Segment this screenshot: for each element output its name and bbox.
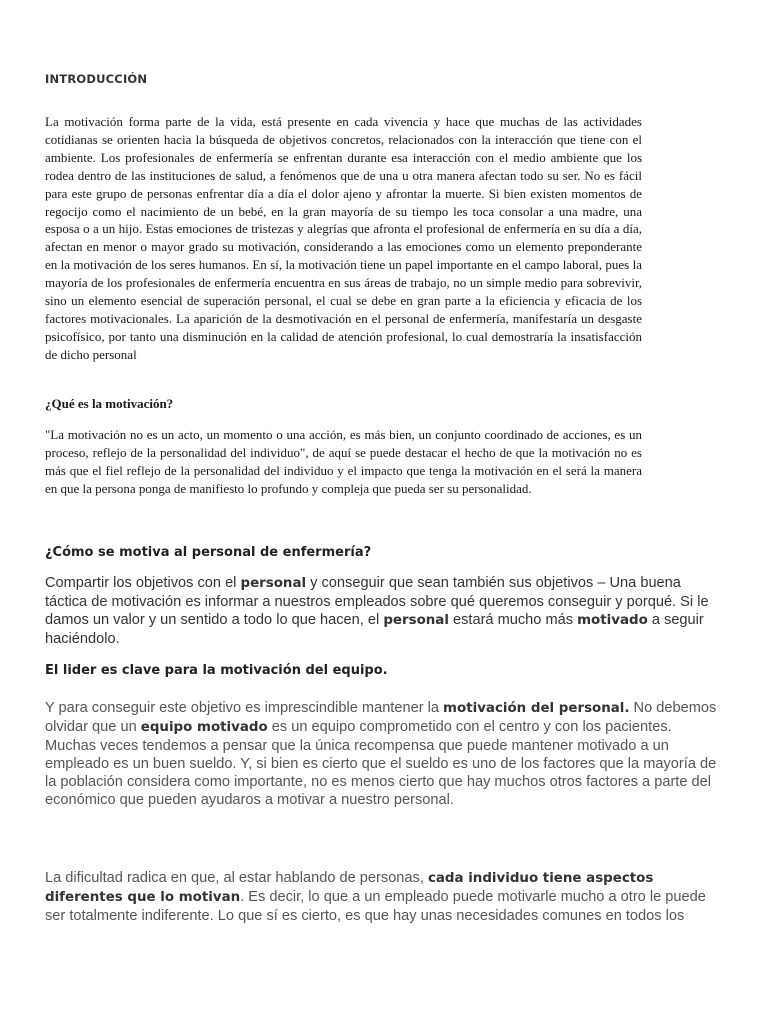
que-es-heading: ¿Qué es la motivación? [45,396,174,411]
text-run: a seguir haciéndolo. [45,612,704,647]
text-run: No debemos olvidar que un [45,700,717,735]
text-run: Compartir los objetivos con el [45,575,241,591]
text-run: es un equipo comprometido con el centro y con los pacientes. Muchas veces tendemos a pensar que la única recompensa que puede mantener motivado a un empleado es un buen sueldo. Y, si bien es cierto que el sueldo es uno de los factores que la mayoría de la población considera como importante, no es menos cierto que hay muchos otros factores a parte del económico que pueden ayudaros a motivar a nuestro personal. [45,719,717,808]
intro-heading: INTRODUCCIÓN [45,72,148,86]
como-heading: ¿Cómo se motiva al personal de enfermería? [45,545,372,560]
lider-paragraph [45,699,725,809]
como-paragraph [45,574,725,648]
que-es-paragraph: "La motivación no es un acto, un momento o una acción, es más bien, un conjunto coordinado de acciones, es un proceso, reflejo de la personalidad del individuo", de aquí se puede destacar el hecho de que la motivación no es más que el fiel reflejo de la personalidad del individuo y el impacto que tenga la motivación en el será la manera en que la persona ponga de manifiesto lo profundo y compleja que pueda ser su personalidad. [45,427,642,496]
bold-text: equipo motivado [140,720,268,735]
intro-paragraph: La motivación forma parte de la vida, está presente en cada vivencia y hace que muchas de las actividades cotidianas se orienten hacia la búsqueda de objetivos concretos, relacionados con la interacción que tiene con el ambiente. Los profesionales de enfermería se enfrentan durante esa interacción con el medio ambiente que los rodea dentro de las instituciones de salud, a fenómenos que de una u otra manera afectan todo su ser. No es fácil para este grupo de personas enfrentar día a día el dolor ajeno y afrontar la muerte. Si bien existen momentos de regocijo como el nacimiento de un bebé, en la gran mayoría de su tiempo les toca consolar a una madre, una esposa o a un hijo. Estas emociones de tristezas y alegrías que afronta el profesional de enfermería en su día a día, afectan en menor o mayor grado su motivación, considerando a las emociones como un elemento preponderante en la motivación de los seres humanos. En sí, la motivación tiene un papel importante en el campo laboral, pues la mayoría de los profesionales de enfermería encuentra en sus áreas de trabajo, no un simple medio para sobrevivir, sino un elemento esencial de superación personal, el cual se debe en gran parte a la eficiencia y eficacia de los factores motivacionales. La aparición de la desmotivación en el personal de enfermería, manifestaría un desgaste psicofísico, por tanto una disminución en la calidad de atención profesional, lo cual demostraría la insatisfacción de dicho personal [45,114,642,362]
text-run: La dificultad radica en que, al estar hablando de personas, [45,870,428,886]
text-run: Y para conseguir este objetivo es imprescindible mantener la [45,700,444,716]
bold-text: motivación del personal. [443,701,630,716]
text-run: . Es decir, lo que a un empleado puede motivarle mucho a otro le puede ser totalmente indiferente. Lo que sí es cierto, es que hay unas necesidades comunes en todos los [45,889,706,924]
bold-text: motivado [577,613,648,628]
text-run: y conseguir que sean también sus objetivos – Una buena táctica de motivación es informar a nuestros empleados sobre qué queremos conseguir y porqué. Si le damos un valor y un sentido a todo lo que hacen, el [45,575,709,628]
bold-text: personal [383,613,449,628]
bold-text: personal [240,576,307,591]
text-run: estará mucho más [448,612,578,628]
lider-heading: El lider es clave para la motivación del equipo. [45,663,388,678]
bold-text: cada individuo tiene aspectos diferentes que lo motivan [45,871,654,905]
dificultad-paragraph [45,869,725,925]
